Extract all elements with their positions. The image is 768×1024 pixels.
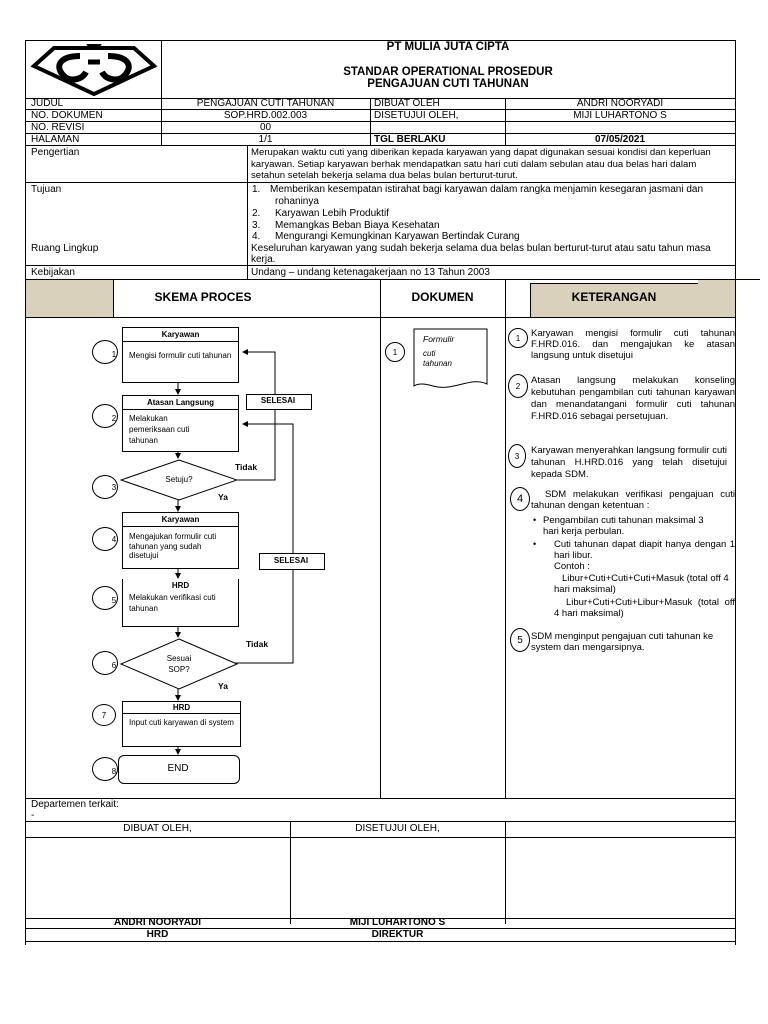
flow-end-label: END (167, 763, 189, 774)
ket-num: 1 (515, 334, 521, 343)
tujuan-num-4: 4. (252, 231, 261, 242)
ya-label-2: Ya (218, 681, 228, 691)
selesai-label-2: SELESAI (273, 556, 309, 565)
step-num: 4 (111, 535, 117, 544)
step-num: 1 (111, 350, 117, 359)
signer-name-2: MIJI LUHARTONO S (349, 917, 446, 928)
doc-step-circle (385, 342, 405, 362)
decision-label-2: Sesuai SOP? (166, 654, 192, 674)
disetujui-label: DISETUJUI OLEH, (374, 110, 459, 121)
contoh-1: Libur+Cuti+Cuti+Cuti+Masuk (total off 4 hari maksimal) (554, 573, 729, 595)
tujuan-label: Tujuan (31, 184, 62, 195)
tujuan-item-2: Karyawan Lebih Produktif (275, 208, 389, 219)
disetujui-oleh-label: DISETUJUI OLEH, (355, 823, 440, 834)
keterangan-5: SDM menginput pengajuan cuti tahunan ke system dan mengarsipnya. (531, 631, 714, 653)
kebijakan-label: Kebijakan (31, 267, 75, 278)
flow-box-body: Mengajukan formulir cuti tahunan yang sudah disetujui (129, 532, 217, 560)
keterangan-3: Karyawan menyerahkan langsung formulir cuti tahunan H.HRD.016 yang telah disetujui kepada SDM. (531, 445, 727, 480)
step-circle-4 (92, 527, 118, 551)
judul-label: JUDUL (31, 98, 64, 109)
norevisi-value: 00 (259, 122, 272, 133)
halaman-value: 1/1 (258, 134, 273, 145)
ketentuan-1: Pengambilan cuti tahunan maksimal 3 hari kerja perbulan. (543, 515, 704, 537)
tujuan-num-1: 1. (252, 184, 261, 195)
signer-role-1: HRD (146, 929, 169, 940)
step-circle-5 (92, 586, 118, 610)
pengertian-text: Merupakan waktu cuti yang diberikan kepada karyawan yang dapat digunakan sesuai kondisi dan keperluan karyawan. Setiap karyawan berhak mendapatkan satu hari cuti dalam sebulan atau dua belas hari dalam setahun setelah bekerja selama dua belas bulan berturut-turut. (251, 147, 711, 181)
step-num: 7 (101, 711, 107, 720)
ket-num: 5 (517, 635, 523, 646)
flow-box-hrd-1 (122, 579, 239, 627)
ket-circle-3 (508, 444, 526, 468)
step-num: 2 (111, 414, 117, 423)
tujuan-item-1: Memberikan kesempatan istirahat bagi karyawan dalam rangka menjamin kesegaran jasmani dan (270, 184, 704, 195)
signer-role-2: DIREKTUR (371, 929, 424, 940)
step-circle-1 (92, 340, 118, 364)
ya-label-1: Ya (218, 492, 228, 502)
step-circle-2 (92, 404, 118, 428)
ket-num: 4 (516, 493, 524, 505)
bullet-icon: • (533, 539, 537, 549)
flow-box-body: Melakukan verifikasi cuti tahunan (129, 593, 216, 613)
tidak-label-2: Tidak (246, 639, 269, 649)
step-num: 6 (111, 661, 117, 670)
tujuan-num-2: 2. (252, 208, 261, 219)
flow-box-body: Melakukan pemeriksaan cuti tahunan (129, 414, 190, 445)
tgl-value: 07/05/2021 (594, 134, 646, 145)
col-keterangan: KETERANGAN (571, 290, 657, 304)
doc-line-3: tahunan (423, 359, 452, 368)
norevisi-label: NO. REVISI (31, 122, 85, 133)
step-circle-3 (92, 475, 118, 499)
step-num: 3 (111, 483, 117, 492)
dibuat-value: ANDRI NOORYADI (576, 98, 664, 109)
ket-circle-4 (510, 487, 530, 511)
ket-circle-5 (510, 628, 530, 652)
tidak-label-1: Tidak (235, 462, 258, 472)
company-name: PT MULIA JUTA CIPTA (386, 41, 510, 53)
col-skema: SKEMA PROCES (154, 290, 252, 304)
step-num: 5 (111, 596, 117, 605)
flow-box-head: Karyawan (123, 328, 238, 342)
col-dokumen: DOKUMEN (411, 290, 474, 304)
ketentuan-2: Cuti tahunan dapat diapit hanya dengan 1 hari libur. (554, 539, 735, 561)
doc-line-2: cuti (423, 349, 436, 358)
doc-line-1: Formulir (423, 334, 455, 344)
doc-step-num: 1 (392, 348, 398, 357)
keterangan-2: Atasan langsung melakukan konseling kebutuhan pengambilan cuti tahunan karyawan dan menandatangani formulir cuti tahunan F.HRD.016 sebagai persetujuan. (531, 375, 735, 422)
flow-box-karyawan-1 (122, 327, 239, 383)
bullet-icon: • (533, 515, 537, 525)
dept-value: - (31, 810, 35, 821)
tujuan-num-3: 3. (252, 220, 261, 231)
tgl-label: TGL BERLAKU (374, 134, 446, 145)
flow-box-atasan (122, 395, 239, 452)
contoh-2: Libur+Cuti+Cuti+Libur+Masuk (total off 4 hari maksimal) (554, 597, 735, 619)
kebijakan-text: Undang – undang ketenagakerjaan no 13 Tahun 2003 (251, 267, 490, 278)
selesai-label-1: SELESAI (260, 396, 296, 405)
sop-title: STANDAR OPERATIONAL PROSEDUR (343, 66, 553, 78)
ruang-label: Ruang Lingkup (31, 243, 99, 254)
ket-circle-2 (508, 374, 528, 398)
keterangan-4: SDM melakukan verifikasi pengajuan cuti tahunan dengan ketentuan : (531, 489, 735, 511)
flow-box-head: HRD (171, 581, 190, 590)
tujuan-item-4: Mengurangi Kemungkinan Karyawan Bertindak Curang (275, 231, 520, 242)
tujuan-item-1b: rohaninya (275, 196, 319, 207)
keterangan-1: Karyawan mengisi formulir cuti tahunan F.HRD.016. dan mengajukan ke atasan langsung untuk disetujui (531, 328, 735, 361)
step-num: 8 (111, 767, 117, 776)
flow-box-head: Karyawan (123, 513, 238, 527)
tujuan-item-3: Memangkas Beban Biaya Kesehatan (275, 220, 440, 231)
sop-subtitle: PENGAJUAN CUTI TAHUNAN (367, 78, 529, 90)
decision-label-1: Setuju? (165, 475, 193, 484)
flow-box-head: HRD (123, 702, 240, 714)
step-circle-6 (92, 651, 118, 675)
nodok-value: SOP.HRD.002.003 (223, 110, 308, 121)
halaman-label: HALAMAN (31, 134, 80, 145)
contoh-label: Contoh : (554, 561, 590, 572)
flow-box-head: Atasan Langsung (123, 396, 238, 410)
step-circle-7 (92, 704, 116, 726)
dibuat-label: DIBUAT OLEH (374, 98, 440, 109)
nodok-label: NO. DOKUMEN (31, 110, 103, 121)
step-circle-8 (92, 757, 118, 781)
flow-box-hrd-2 (122, 701, 241, 747)
flow-box-body: Mengisi formulir cuti tahunan (129, 351, 232, 360)
ket-circle-1 (508, 328, 528, 348)
pengertian-label: Pengertian (31, 147, 80, 158)
ket-num: 3 (514, 452, 520, 461)
dept-label: Departemen terkait: (31, 799, 119, 810)
judul-value: PENGAJUAN CUTI TAHUNAN (196, 98, 335, 109)
dibuat-oleh-label: DIBUAT OLEH, (123, 823, 192, 834)
ket-num: 2 (515, 382, 521, 391)
flow-box-karyawan-2 (122, 512, 239, 569)
signer-name-1: ANDRI NOORYADI (113, 917, 202, 928)
disetujui-value: MIJI LUHARTONO S (573, 110, 667, 121)
flow-box-body: Input cuti karyawan di system (129, 718, 234, 727)
ruang-text: Keseluruhan karyawan yang sudah bekerja selama dua belas bulan berturut-turut atau satu tahun masa kerja. (251, 243, 711, 265)
